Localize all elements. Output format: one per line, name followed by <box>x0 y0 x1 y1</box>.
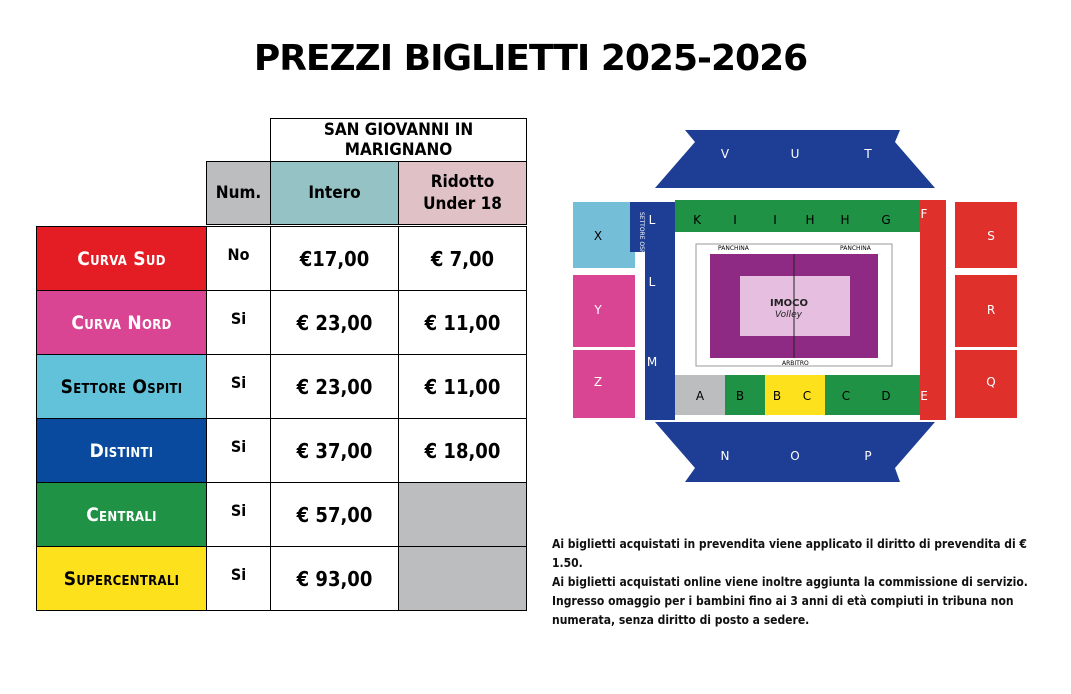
sector-name-cell: Supercentrali <box>36 546 207 611</box>
sector-label-inner-top: K <box>693 213 701 227</box>
sector-label-right: Q <box>986 375 996 389</box>
note-online: Ai biglietti acquistati online viene inoltre aggiunta la commissione di servizio. <box>552 575 1028 589</box>
sector-s-area <box>955 202 1017 268</box>
ridotto-price-cell: € 18,00 <box>398 418 527 483</box>
sector-name-cell: Curva Sud <box>36 226 207 291</box>
sector-label-inner-bottom: C <box>802 389 812 403</box>
intero-column-header: Intero <box>270 161 399 225</box>
sector-label-right: R <box>986 303 996 317</box>
sector-label-top: T <box>864 147 872 161</box>
sector-label-inner-left: L <box>648 213 656 227</box>
ridotto-header-line2: Under 18 <box>423 194 502 214</box>
logo-text-line1: IMOCO <box>770 298 809 309</box>
intero-price-cell: € 93,00 <box>270 546 399 611</box>
num-cell: Si <box>206 482 271 547</box>
sector-label-bottom: O <box>790 449 800 463</box>
sector-name-cell: Centrali <box>36 482 207 547</box>
inner-bottom-green-right <box>825 375 920 415</box>
sector-label-right: S <box>987 229 995 243</box>
settore-ospiti-label: SETTORE OSPITI <box>638 212 645 261</box>
sector-label-left: Y <box>594 303 602 317</box>
note-omaggio: Ingresso omaggio per i bambini fino ai 3 anni di età compiuti in tribuna non numerata, senza diritto di posto a sedere. <box>552 594 1014 627</box>
panchina-right-label: PANCHINA <box>840 245 871 252</box>
ridotto-empty-cell <box>398 482 527 547</box>
num-cell: Si <box>206 418 271 483</box>
ridotto-price-cell: € 11,00 <box>398 354 527 419</box>
intero-price-cell: €17,00 <box>270 226 399 291</box>
num-cell: Si <box>206 290 271 355</box>
sector-label-inner-right: F <box>920 207 928 221</box>
sector-label-inner-bottom: B <box>772 389 782 403</box>
intero-price-cell: € 23,00 <box>270 354 399 419</box>
num-cell: Si <box>206 354 271 419</box>
sector-z-area <box>573 350 635 418</box>
sector-label-inner-left: L <box>648 275 656 289</box>
inner-left-stand <box>645 202 675 420</box>
sector-label-inner-right: E <box>920 389 928 403</box>
sector-name-cell: Curva Nord <box>36 290 207 355</box>
venue-header: SAN GIOVANNI IN MARIGNANO <box>270 118 527 162</box>
ridotto-price-cell: € 11,00 <box>398 290 527 355</box>
intero-price-cell: € 57,00 <box>270 482 399 547</box>
sector-label-inner-top: G <box>881 213 891 227</box>
arena-seating-map <box>570 120 1020 492</box>
sector-label-inner-bottom: D <box>881 389 891 403</box>
intero-price-cell: € 23,00 <box>270 290 399 355</box>
sector-label-inner-top: I <box>773 213 777 227</box>
sector-label-inner-bottom: C <box>841 389 851 403</box>
curva-sud-label: CURVA SUD <box>946 290 953 325</box>
sector-label-inner-top: I <box>733 213 737 227</box>
sector-label-inner-bottom: B <box>735 389 745 403</box>
sector-label-left: X <box>593 229 603 243</box>
sector-label-inner-top: H <box>805 213 815 227</box>
note-prevendita: Ai biglietti acquistati in prevendita viene applicato il diritto di prevendita di € 1.50. <box>552 537 1027 570</box>
ridotto-empty-cell <box>398 546 527 611</box>
num-column-header: Num. <box>206 161 271 225</box>
num-cell: Si <box>206 546 271 611</box>
sector-y-area <box>573 275 635 347</box>
sector-name-cell: Distinti <box>36 418 207 483</box>
num-cell: No <box>206 226 271 291</box>
sector-label-inner-bottom: A <box>695 389 705 403</box>
sector-label-top: V <box>720 147 730 161</box>
arbitro-label: ARBITRO <box>782 360 809 367</box>
sector-label-top: U <box>790 147 800 161</box>
ridotto-column-header <box>398 161 527 225</box>
sector-label-inner-left: M <box>646 355 658 369</box>
sector-label-bottom: P <box>864 449 872 463</box>
sector-label-bottom: N <box>720 449 730 463</box>
sector-x-area <box>573 202 635 268</box>
sector-label-left: Z <box>593 375 603 389</box>
page-title: PREZZI BIGLIETTI 2025-2026 <box>253 38 808 79</box>
ridotto-header-line1: Ridotto <box>430 172 495 192</box>
sector-name-cell: Settore Ospiti <box>36 354 207 419</box>
notes <box>552 535 1052 630</box>
logo-text-line2: Volley <box>775 310 802 320</box>
sector-label-inner-top: H <box>840 213 850 227</box>
inner-right-stand <box>920 200 946 420</box>
panchina-left-label: PANCHINA <box>718 245 749 252</box>
ridotto-price-cell: € 7,00 <box>398 226 527 291</box>
intero-price-cell: € 37,00 <box>270 418 399 483</box>
inner-bottom-green-left <box>725 375 765 415</box>
